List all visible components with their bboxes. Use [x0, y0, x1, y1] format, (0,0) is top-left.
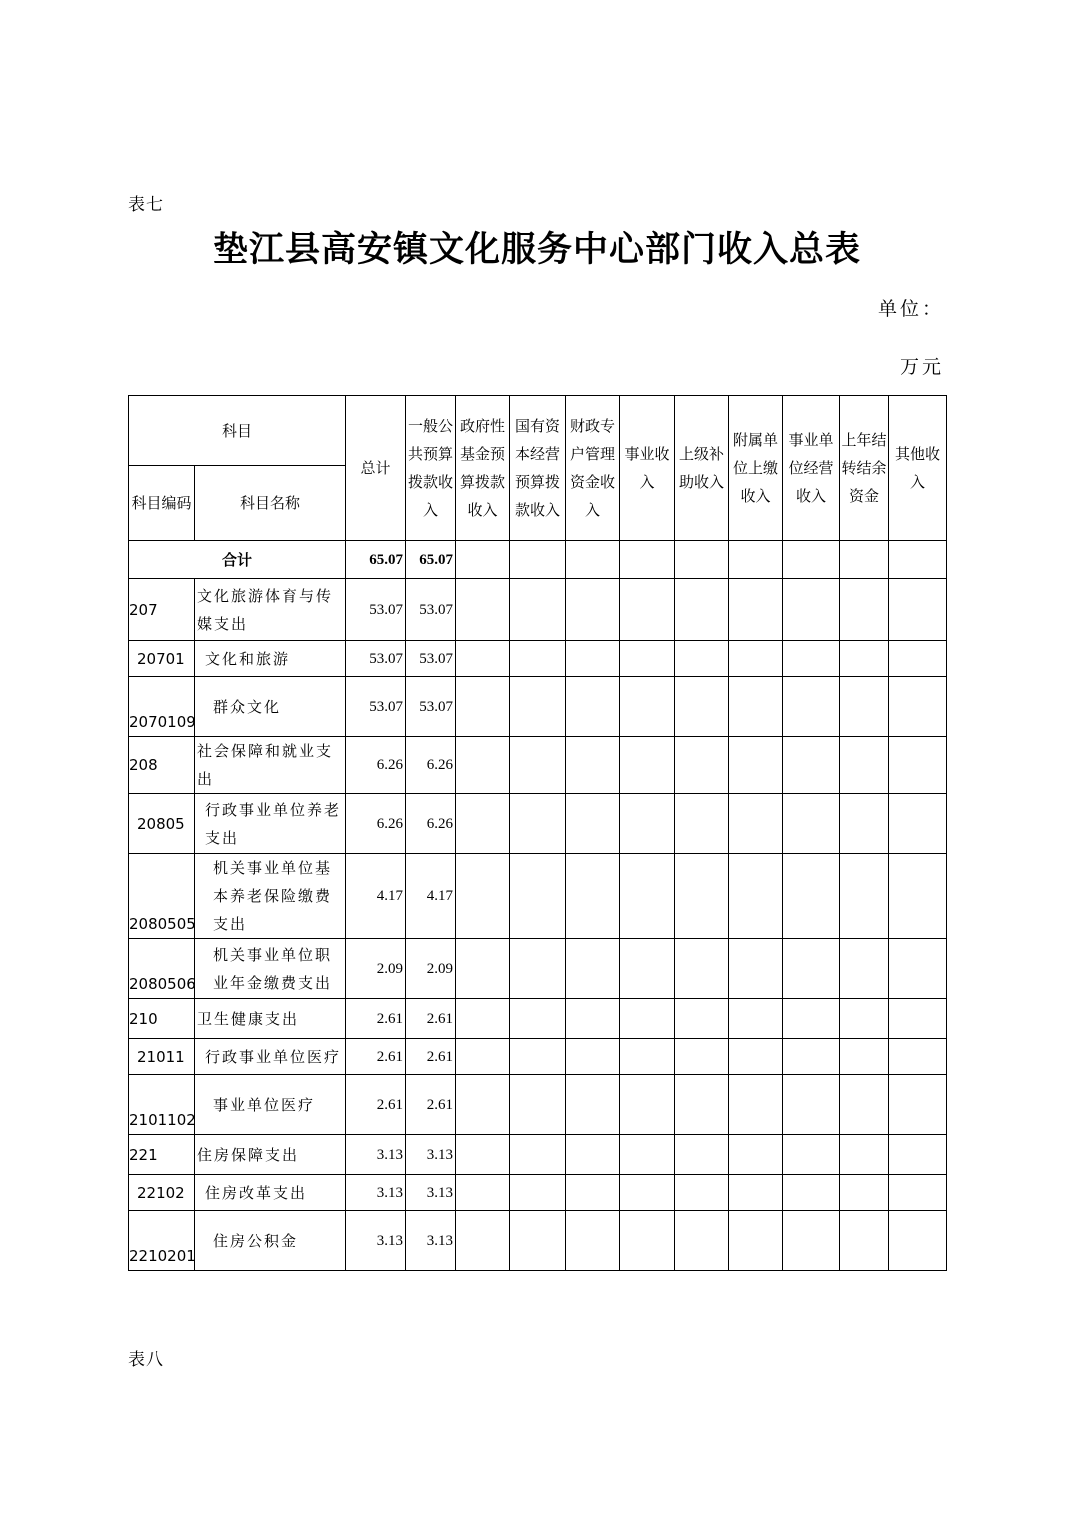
- row-code: 207: [129, 579, 195, 641]
- page-title: 垫江县高安镇文化服务中心部门收入总表: [212, 230, 861, 269]
- header-name: 科目名称: [195, 466, 346, 541]
- row-code: 2070109: [129, 677, 195, 737]
- header-row-1: [129, 396, 947, 466]
- row-code: 20805: [129, 794, 195, 854]
- header-special-account: 财政专户管理资金收入: [566, 396, 620, 541]
- header-subject: 科目: [129, 396, 346, 466]
- row-code: 22102: [129, 1175, 195, 1211]
- row-name: 卫生健康支出: [195, 999, 346, 1039]
- row-total: 3.13: [346, 1135, 406, 1175]
- row-code: 21011: [129, 1039, 195, 1075]
- row-name: 机关事业单位基本养老保险缴费支出: [195, 854, 346, 939]
- row-total: 3.13: [346, 1175, 406, 1211]
- header-other: 其他收入: [889, 396, 947, 541]
- table-row: [129, 737, 947, 794]
- row-name: 社会保障和就业支出: [195, 737, 346, 794]
- income-summary-table: [128, 395, 947, 1271]
- row-code: 2080505: [129, 854, 195, 939]
- row-total: 6.26: [346, 794, 406, 854]
- row-code: 2080506: [129, 939, 195, 999]
- row-general: 3.13: [406, 1211, 456, 1271]
- table-row: [129, 999, 947, 1039]
- table-row: [129, 641, 947, 677]
- row-total: 4.17: [346, 854, 406, 939]
- header-gov-fund: 政府性基金预算拨款收入: [456, 396, 510, 541]
- row-total: 53.07: [346, 641, 406, 677]
- row-name: 文化旅游体育与传媒支出: [195, 579, 346, 641]
- row-code: 221: [129, 1135, 195, 1175]
- total-label: 合计: [129, 541, 346, 579]
- row-general: 6.26: [406, 794, 456, 854]
- row-total: 53.07: [346, 677, 406, 737]
- row-total: 6.26: [346, 737, 406, 794]
- table-label: 表七: [128, 195, 164, 214]
- row-code: 208: [129, 737, 195, 794]
- row-total: 2.61: [346, 1075, 406, 1135]
- row-general: 53.07: [406, 641, 456, 677]
- table-row: [129, 677, 947, 737]
- row-general: 2.09: [406, 939, 456, 999]
- total-general-value: 65.07: [406, 541, 456, 579]
- header-affiliated: 附属单位上缴收入: [729, 396, 783, 541]
- row-code: 2210201: [129, 1211, 195, 1271]
- row-general: 53.07: [406, 677, 456, 737]
- row-general: 2.61: [406, 1075, 456, 1135]
- row-name: 行政事业单位养老支出: [195, 794, 346, 854]
- row-code: 20701: [129, 641, 195, 677]
- header-carryover: 上年结转结余资金: [840, 396, 889, 541]
- total-row: [129, 541, 947, 579]
- row-total: 53.07: [346, 579, 406, 641]
- row-general: 4.17: [406, 854, 456, 939]
- row-total: 2.09: [346, 939, 406, 999]
- table-row: [129, 794, 947, 854]
- row-name: 住房保障支出: [195, 1135, 346, 1175]
- row-code: 2101102: [129, 1075, 195, 1135]
- row-name: 事业单位医疗: [195, 1075, 346, 1135]
- row-general: 3.13: [406, 1135, 456, 1175]
- row-name: 机关事业单位职业年金缴费支出: [195, 939, 346, 999]
- table-row: [129, 1039, 947, 1075]
- header-superior-subsidy: 上级补助收入: [675, 396, 729, 541]
- unit-value: 万元: [899, 357, 944, 378]
- row-general: 6.26: [406, 737, 456, 794]
- table-row: [129, 1211, 947, 1271]
- header-business-income: 事业收入: [620, 396, 675, 541]
- row-general: 3.13: [406, 1175, 456, 1211]
- next-table-label: 表八: [128, 1350, 164, 1369]
- header-general-budget: 一般公共预算拨款收入: [406, 396, 456, 541]
- row-general: 53.07: [406, 579, 456, 641]
- row-total: 3.13: [346, 1211, 406, 1271]
- header-state-capital: 国有资本经营预算拨款收入: [510, 396, 566, 541]
- row-code: 210: [129, 999, 195, 1039]
- total-value: 65.07: [346, 541, 406, 579]
- row-name: 行政事业单位医疗: [195, 1039, 346, 1075]
- table-row: [129, 1075, 947, 1135]
- header-code: 科目编码: [129, 466, 195, 541]
- header-operating: 事业单位经营收入: [783, 396, 840, 541]
- row-total: 2.61: [346, 1039, 406, 1075]
- row-name: 文化和旅游: [195, 641, 346, 677]
- row-name: 住房改革支出: [195, 1175, 346, 1211]
- table-row: [129, 1175, 947, 1211]
- row-name: 住房公积金: [195, 1211, 346, 1271]
- table-row: [129, 854, 947, 939]
- table-row: [129, 579, 947, 641]
- table-row: [129, 939, 947, 999]
- row-total: 2.61: [346, 999, 406, 1039]
- header-total: 总计: [346, 396, 406, 541]
- table-row: [129, 1135, 947, 1175]
- row-general: 2.61: [406, 999, 456, 1039]
- row-name: 群众文化: [195, 677, 346, 737]
- row-general: 2.61: [406, 1039, 456, 1075]
- unit-label: 单位：: [877, 299, 944, 320]
